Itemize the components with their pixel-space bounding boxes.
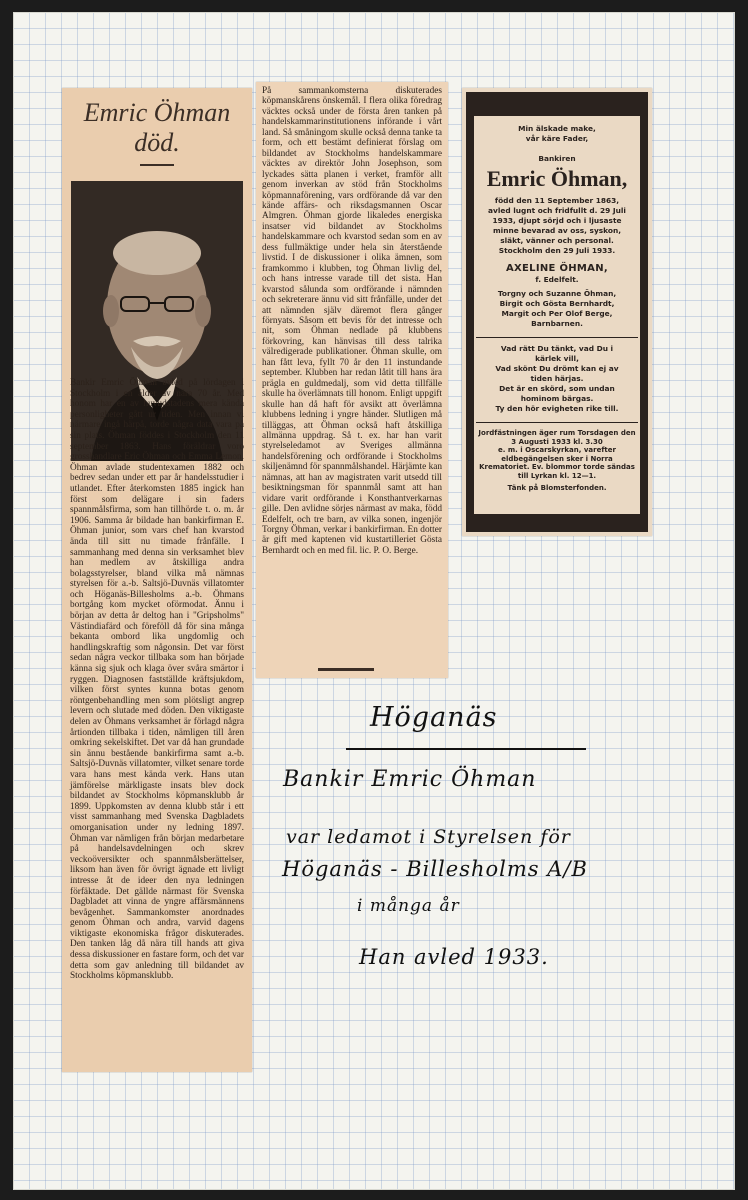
headline-died: död. [134, 128, 180, 157]
notice-line: släkt, vänner och personal. [500, 236, 614, 245]
death-notice-clipping [462, 88, 652, 536]
notice-title: Bankiren [538, 154, 576, 163]
notice-widow: AXELINE ÖHMAN, [506, 263, 608, 274]
handwritten-line: var ledamot i Styrelsen för [286, 826, 571, 848]
article-end-rule [318, 668, 374, 671]
continued-article-clipping [256, 82, 448, 678]
handwritten-line: Han avled 1933. [359, 945, 549, 969]
notice-family: Margit och Per Olof Berge, [501, 309, 613, 318]
notice-place-date: Stockholm den 29 Juli 1933. [498, 246, 616, 255]
notice-verse: tiden härjas. [530, 374, 584, 383]
notice-line: minne bevarad av oss, syskon, [492, 226, 622, 235]
notice-born: född den 11 September 1863, [494, 196, 620, 205]
notice-verse: kärlek vill, [535, 354, 579, 363]
handwritten-line: Bankir Emric Öhman [283, 767, 537, 792]
notice-verse: Ty den hör evigheten rike till. [495, 404, 619, 413]
notice-widow-maiden: f. Edelfelt. [535, 275, 579, 284]
notice-verse: Vad skönt Du drömt kan ej av [495, 364, 619, 373]
handwritten-title: Höganäs [370, 702, 498, 733]
notice-verse: Det är en skörd, som undan [499, 384, 615, 393]
obituary-headline [62, 98, 252, 158]
death-notice [476, 124, 638, 492]
notice-line: Min älskade make, [518, 124, 596, 133]
handwritten-line: Höganäs - Billesholms A/B [282, 857, 588, 881]
obituary-article: Bankir Emric Öhman avled på lördagen i Stockholm i en ålder av nära 70 år. Med honom har en av huvudstadens mera kända personligheter gått ur tiden. Men innan vi närmare ingå härpå, torde några data vara på sin plats. Öhman föddes i Stockholm den 11 september 1863. Hans föräldrar voro grosshandlare Eric Öhman och Emma Lemon. Öhman avlade studentexamen 1882 och bedrev sedan under ett par år handelsstudier i utlandet. Efter återkomsten 1885 ingick han först som delägare i sin faders spannmålsfirma, som han tillhörde t. o. m. år 1906. Samma år bildade han bankirfirman E. Öhman junior, som vars chef han kvarstod ända till sitt nu timade frånfälle. I sammanhang med denna sin verksamhet blev han medlem av åtskilliga andra bolagsstyrelser, bland vilka må nämnas styrelsen för a.-b. Saltsjö-Duvnäs villatomter och Höganäs-Billesholms a.-b. Öhmans bortgång kom mycket oförmodat. Ännu i början av detta år deltog han i "Gripsholms" Västindiafärd och föreföll då för sina många bekanta ombord lika ungdomlig och handlingskraftig som någonsin. Det var först sedan några veckor tillbaka som han började känna sig sjuk och klaga över svåra smärtor i ryggen. Diagnosen fastställde kräftsjukdom, vilken först syntes kunna botas genom röntgenbehandling men som plötsligt angrep levern och slutade med döden. Den viktigaste delen av Öhmans verksamhet är förlagd några årtionden tillbaka i tiden, nämligen till åren omkring sekelskiftet. Det var då han grundade sin ännu bestående bankirfirma samt a.-b. Saltsjö-Duvnäs villatomter, vilket senare torde vara hans mest kända verk. Hans utan jämförelse märkligaste insats blev dock bildandet av Stockholms köpmansklubb år 1899. Uppkomsten av denna klubb står i ett visst sammanhang med Svenska Dagbladets omorganisation under ny ledning 1897. Öhman var nämligen från början medarbetare på handelsavdelningen och skrev veckoöversikter och spannmålsberättelser, liksom han även för övrigt ägnade ett livligt intresse åt de ideer den nya ledningen förfäktade. Det gällde närmast för Svenska Dagbladet att vinna de yngre affärsmännens bevågenhet. Sammankomster anordnades genom Öhman och andra, varvid dagens viktigaste ekonomiska frågor diskuterades. Den tanken låg då nära till hands att giva dessa diskussioner en fastare form, och det var detta som gav anledning till bildandet av Stockholms köpmansklubb. [70, 378, 244, 982]
notice-line: vår käre Fader, [525, 134, 589, 143]
handwritten-underline [346, 748, 586, 750]
notice-funeral: Jordfästningen äger rum Torsdagen den 3 Augusti 1933 kl. 3.30 [478, 429, 636, 446]
continued-article: På sammankomsterna diskuterades köpmanskårens önskemål. I flera olika föredrag väcktes också under de första åren tanken på handelskammarinstitutionens införande i vårt land. Så småningom skulle också denna tanke ta form, och ett bestämt definierat förslag om bildandet av Stockholms handelskammare väcktes av direktör John Josephson, som lyckades sätta planen i verket, framför allt genom inverkan av stöd från Stockholms köpmannaförening, vars ordförande då var den kände affärs- och riksdagsmannen Oscar Almgren. Öhman gjorde likaledes energiska insatser vid bildandet av Stockholms handelskammare och kvarstod sedan som en av dess fullmäktige under hela sin återstående livstid. I de diskussioner i olika ämnen, som framkommo i klubben, tog Öhman livlig del, och hans intresse varade till det sista. Han kvarstod sålunda som ordförande i nämnden och sekreterare ännu vid sitt frånfälle, under det att nämnden själv däremot flera gånger förnyats. Såsom ett bevis för det intresse och nit, som Öhman nedlade på klubbens förkovring, kan hänvisas till dess talrika välredigerade publikationer. Öhman skulle, om han fått leva, fyllt 70 år den 11 instundande september. Klubben har redan låtit till hans ära prägla en guldmedalj, som vid detta tillfälle skulle ha överlämnats till honom. Enligt uppgift skulle han då haft för avsikt att överlämna klubbens ledning i yngre händer. Slutligen må tilläggas, att Öhman också haft åtskilliga allmänna uppdrag. Så t. ex. har han varit styrelseledamot av Sveriges allmänna handelsförening och ordförande i Stockholms skiljenämnd för spannmålshandel. Härjämte kan nämnas, att han av magistraten varit utsedd till besiktningsman för spannmål samt att han vidare varit ordförande i Konsthantverkarnas gille. Den avlidne sörjes närmast av maka, född Edelfelt, och tre barn, av vilka sonen, ingenjör Torgny Öhman, verkar i bankirfirman. En dotter är gift med kaptenen vid kustartilleriet Gösta Bernhardt och en med fil. lic. P. O. Berge. [262, 86, 442, 556]
notice-family: Birgit och Gösta Bernhardt, [499, 299, 615, 308]
notice-verse: hominom bärgas. [520, 394, 594, 403]
notice-line: 1933, djupt sörjd och i ljusaste [492, 216, 622, 225]
obituary-clipping [62, 88, 252, 1072]
notice-verse: Vad rätt Du tänkt, vad Du i [500, 344, 614, 353]
notice-family: Torgny och Suzanne Öhman, [497, 289, 617, 298]
notice-died: avled lugnt och fridfullt d. 29 Juli [488, 206, 626, 215]
notice-funeral: e. m. i Oscarskyrkan, varefter eldbegängelsen sker i Norra Krematoriet. Ev. blommor torde sändas [479, 446, 635, 472]
notice-funeral: till Lyrkan kl. 12—1. [517, 471, 597, 480]
notice-divider [476, 337, 638, 338]
headline-name: Emric Öhman [83, 98, 231, 127]
notice-family: Barnbarnen. [531, 319, 583, 328]
notice-deceased-name: Emric Öhman, [486, 166, 628, 191]
notice-funeral: Tänk på Blomsterfonden. [507, 483, 607, 492]
notice-divider [476, 422, 638, 423]
handwritten-line: i många år [357, 896, 460, 916]
headline-rule [140, 164, 174, 166]
